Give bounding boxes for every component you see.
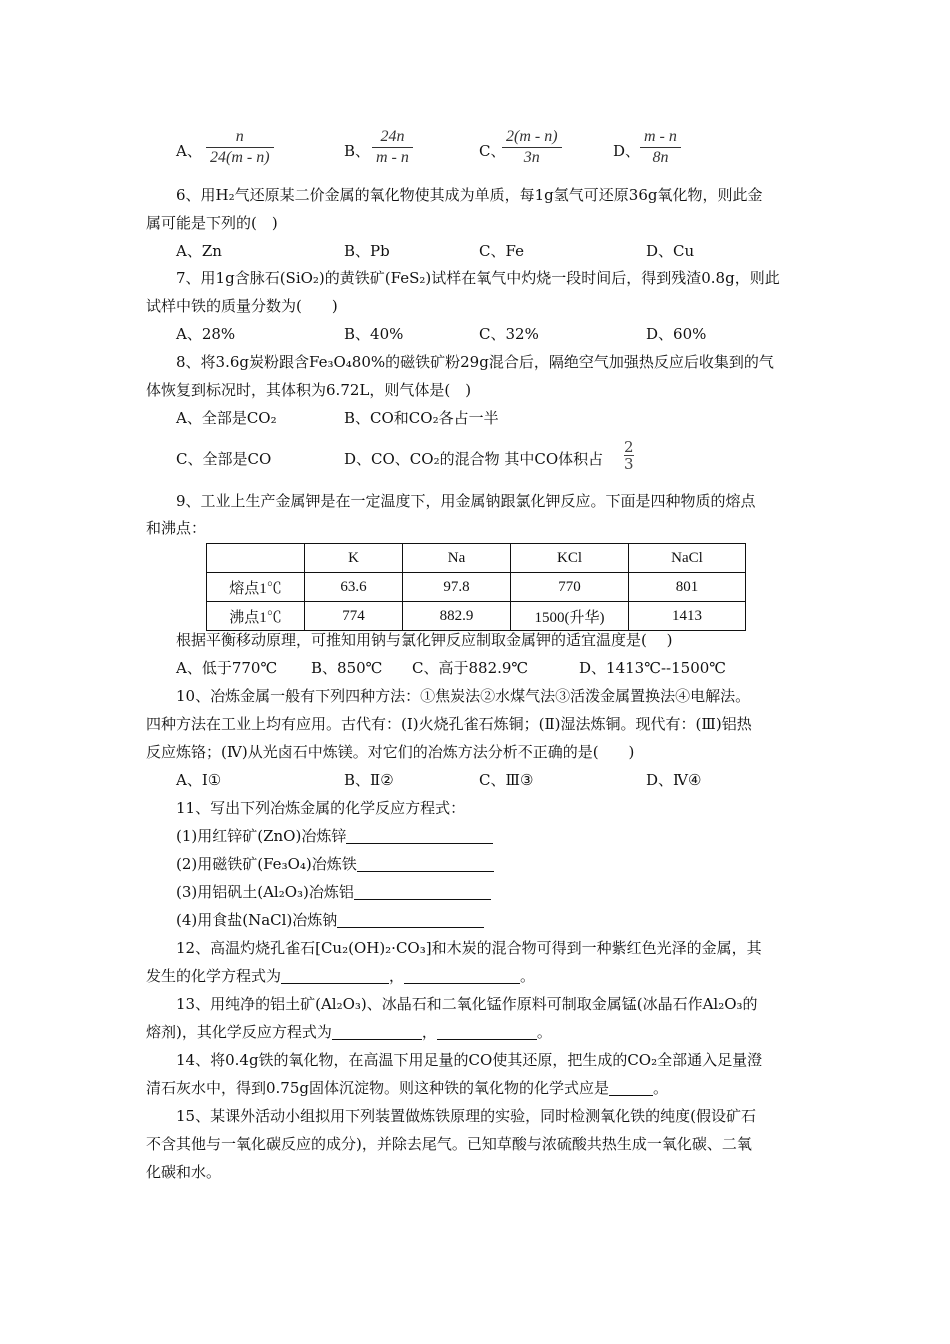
q12-prompt: 发生的化学方程式为 <box>146 967 282 985</box>
table-cell: 882.9 <box>403 602 511 631</box>
q9-option-b: B、850℃ <box>311 659 383 677</box>
q9-option-a: A、低于770℃ <box>176 659 278 677</box>
table-header-cell: NaCl <box>629 544 746 573</box>
table-cell: 97.8 <box>403 573 511 602</box>
q5-option-a-numerator: n <box>235 128 244 145</box>
q8-option-d: D、CO、CO₂的混合物 其中CO体积占 <box>344 450 604 468</box>
q14-prompt: 清石灰水中，得到0.75g固体沉淀物。则这种铁的氧化物的化学式应是 <box>146 1079 610 1097</box>
q5-option-c-numerator: 2(m - n) <box>506 128 558 145</box>
q13-end: 。 <box>536 1023 552 1041</box>
answer-blank[interactable] <box>404 967 520 984</box>
q5-option-c-denominator: 3n <box>502 147 562 168</box>
q8-fraction-denominator: 3 <box>624 455 634 473</box>
table-cell: 774 <box>305 602 403 631</box>
answer-blank[interactable] <box>332 1023 422 1040</box>
q13-line-1: 13、用纯净的铝土矿(Al₂O₃)、冰晶石和二氧化锰作原料可制取金属锰(冰晶石作Al₂O₃的 <box>176 995 758 1013</box>
answer-blank[interactable] <box>346 827 493 844</box>
q12-line-1: 12、高温灼烧孔雀石[Cu₂(OH)₂·CO₃]和木炭的混合物可得到一种紫红色光泽的金属，其 <box>176 939 762 957</box>
q7-line-1: 7、用1g含脉石(SiO₂)的黄铁矿(FeS₂)试样在氧气中灼烧一段时间后，得到残渣0.8g，则此 <box>176 269 780 287</box>
q9-option-d: D、1413℃--1500℃ <box>579 659 727 677</box>
q7-option-d: D、60% <box>646 325 707 343</box>
q10-option-a: A、Ⅰ① <box>176 771 222 789</box>
q10-option-b: B、Ⅱ② <box>344 771 394 789</box>
q5-option-d-numerator: m - n <box>644 128 677 145</box>
q5-option-a-denominator: 24(m - n) <box>206 147 274 168</box>
q12-separator: ， <box>389 967 405 985</box>
table-cell: 1413 <box>629 602 746 631</box>
answer-blank[interactable] <box>337 911 484 928</box>
answer-blank[interactable] <box>437 1023 537 1040</box>
q11-item-2 <box>176 854 494 874</box>
table-cell: 沸点1℃ <box>207 602 305 631</box>
q12-line-2 <box>146 966 535 986</box>
q5-option-b-numerator: 24n <box>380 128 405 145</box>
q5-option-d-label: D、 <box>613 142 641 160</box>
q10-line-1: 10、冶炼金属一般有下列四种方法：①焦炭法②水煤气法③活泼金属置换法④电解法。 <box>176 687 751 705</box>
q15-line-3: 化碳和水。 <box>146 1163 222 1181</box>
q10-line-3: 反应炼铬；(Ⅳ)从光卤石中炼镁。对它们的冶炼方法分析不正确的是( ) <box>146 743 635 761</box>
q5-option-b-fraction <box>372 127 413 168</box>
table-header-row <box>207 544 746 573</box>
q5-option-c-label: C、 <box>479 142 506 160</box>
q6-line-1: 6、用H₂气还原某二价金属的氧化物使其成为单质，每1g氢气可还原36g氧化物，则此金 <box>176 186 763 204</box>
q5-option-a-fraction <box>206 127 274 168</box>
q14-line-2 <box>146 1078 668 1098</box>
q15-line-1: 15、某课外活动小组拟用下列装置做炼铁原理的实验，同时检测氧化铁的纯度(假设矿石 <box>176 1107 756 1125</box>
table-cell: 63.6 <box>305 573 403 602</box>
q7-option-b: B、40% <box>344 325 404 343</box>
table-cell: 801 <box>629 573 746 602</box>
q8-line-1: 8、将3.6g炭粉跟含Fe₃O₄80%的磁铁矿粉29g混合后，隔绝空气加强热反应后收集到的气 <box>176 353 774 371</box>
answer-blank[interactable] <box>609 1079 653 1096</box>
q5-option-c-fraction <box>502 127 562 168</box>
q7-option-c: C、32% <box>479 325 539 343</box>
q8-option-c: C、全部是CO <box>176 450 272 468</box>
q11-item-3 <box>176 882 491 902</box>
q13-prompt: 熔剂)，其化学反应方程式为 <box>146 1023 332 1041</box>
q11-item-4 <box>176 910 484 930</box>
q6-option-b: B、Pb <box>344 242 390 260</box>
melting-boiling-table <box>206 543 746 631</box>
table-header-cell <box>207 544 305 573</box>
q5-option-b-label: B、 <box>344 142 371 160</box>
answer-blank[interactable] <box>357 855 494 872</box>
q10-option-c: C、Ⅲ③ <box>479 771 534 789</box>
q8-option-d-fraction <box>624 439 634 472</box>
q8-option-b: B、CO和CO₂各占一半 <box>344 409 499 427</box>
table-cell: 770 <box>511 573 629 602</box>
table-header-cell: K <box>305 544 403 573</box>
q5-option-a-label: A、 <box>176 142 202 160</box>
q14-line-1: 14、将0.4g铁的氧化物，在高温下用足量的CO使其还原，把生成的CO₂全部通入足量澄 <box>176 1051 763 1069</box>
q11-item-label: (1)用红锌矿(ZnO)冶炼锌 <box>176 827 347 845</box>
table-cell: 1500(升华) <box>511 602 629 631</box>
q6-line-2: 属可能是下列的( ) <box>146 214 278 232</box>
q10-option-d: D、Ⅳ④ <box>646 771 702 789</box>
q15-line-2: 不含其他与一氧化碳反应的成分)，并除去尾气。已知草酸与浓硫酸共热生成一氧化碳、二氧 <box>146 1135 752 1153</box>
q5-option-d-denominator: 8n <box>640 147 681 168</box>
q13-separator: ， <box>421 1023 437 1041</box>
table-row <box>207 573 746 602</box>
q8-option-a: A、全部是CO₂ <box>176 409 277 427</box>
q10-line-2: 四种方法在工业上均有应用。古代有：(Ⅰ)火烧孔雀石炼铜；(Ⅱ)湿法炼铜。现代有：(Ⅲ)铝热 <box>146 715 752 733</box>
q11-title: 11、写出下列冶炼金属的化学反应方程式： <box>176 799 466 817</box>
q9-line-1: 9、工业上生产金属钾是在一定温度下，用金属钠跟氯化钾反应。下面是四种物质的熔点 <box>176 492 756 510</box>
table-header-cell: Na <box>403 544 511 573</box>
q11-item-label: (2)用磁铁矿(Fe₃O₄)冶炼铁 <box>176 855 357 873</box>
answer-blank[interactable] <box>281 967 389 984</box>
q9-line-3: 根据平衡移动原理，可推知用钠与氯化钾反应制取金属钾的适宜温度是( ) <box>176 631 673 649</box>
q13-line-2 <box>146 1022 552 1042</box>
q14-end: 。 <box>653 1079 669 1097</box>
q6-option-c: C、Fe <box>479 242 524 260</box>
q7-option-a: A、28% <box>176 325 236 343</box>
q7-line-2: 试样中铁的质量分数为( ) <box>146 297 338 315</box>
table-header-cell: KCl <box>511 544 629 573</box>
q8-fraction-numerator: 2 <box>624 438 634 456</box>
answer-blank[interactable] <box>354 883 491 900</box>
q6-option-a: A、Zn <box>176 242 222 260</box>
q11-item-label: (4)用食盐(NaCl)冶炼钠 <box>176 911 338 929</box>
q6-option-d: D、Cu <box>646 242 695 260</box>
q12-end: 。 <box>520 967 536 985</box>
table-row <box>207 602 746 631</box>
q5-option-b-denominator: m - n <box>372 147 413 168</box>
q5-option-d-fraction <box>640 127 681 168</box>
q11-item-1 <box>176 826 493 846</box>
table-cell: 熔点1℃ <box>207 573 305 602</box>
q11-item-label: (3)用铝矾土(Al₂O₃)冶炼铝 <box>176 883 354 901</box>
q9-option-c: C、高于882.9℃ <box>412 659 529 677</box>
q9-line-2: 和沸点： <box>146 519 207 537</box>
q8-line-2: 体恢复到标况时，其体积为6.72L，则气体是( ) <box>146 381 472 399</box>
